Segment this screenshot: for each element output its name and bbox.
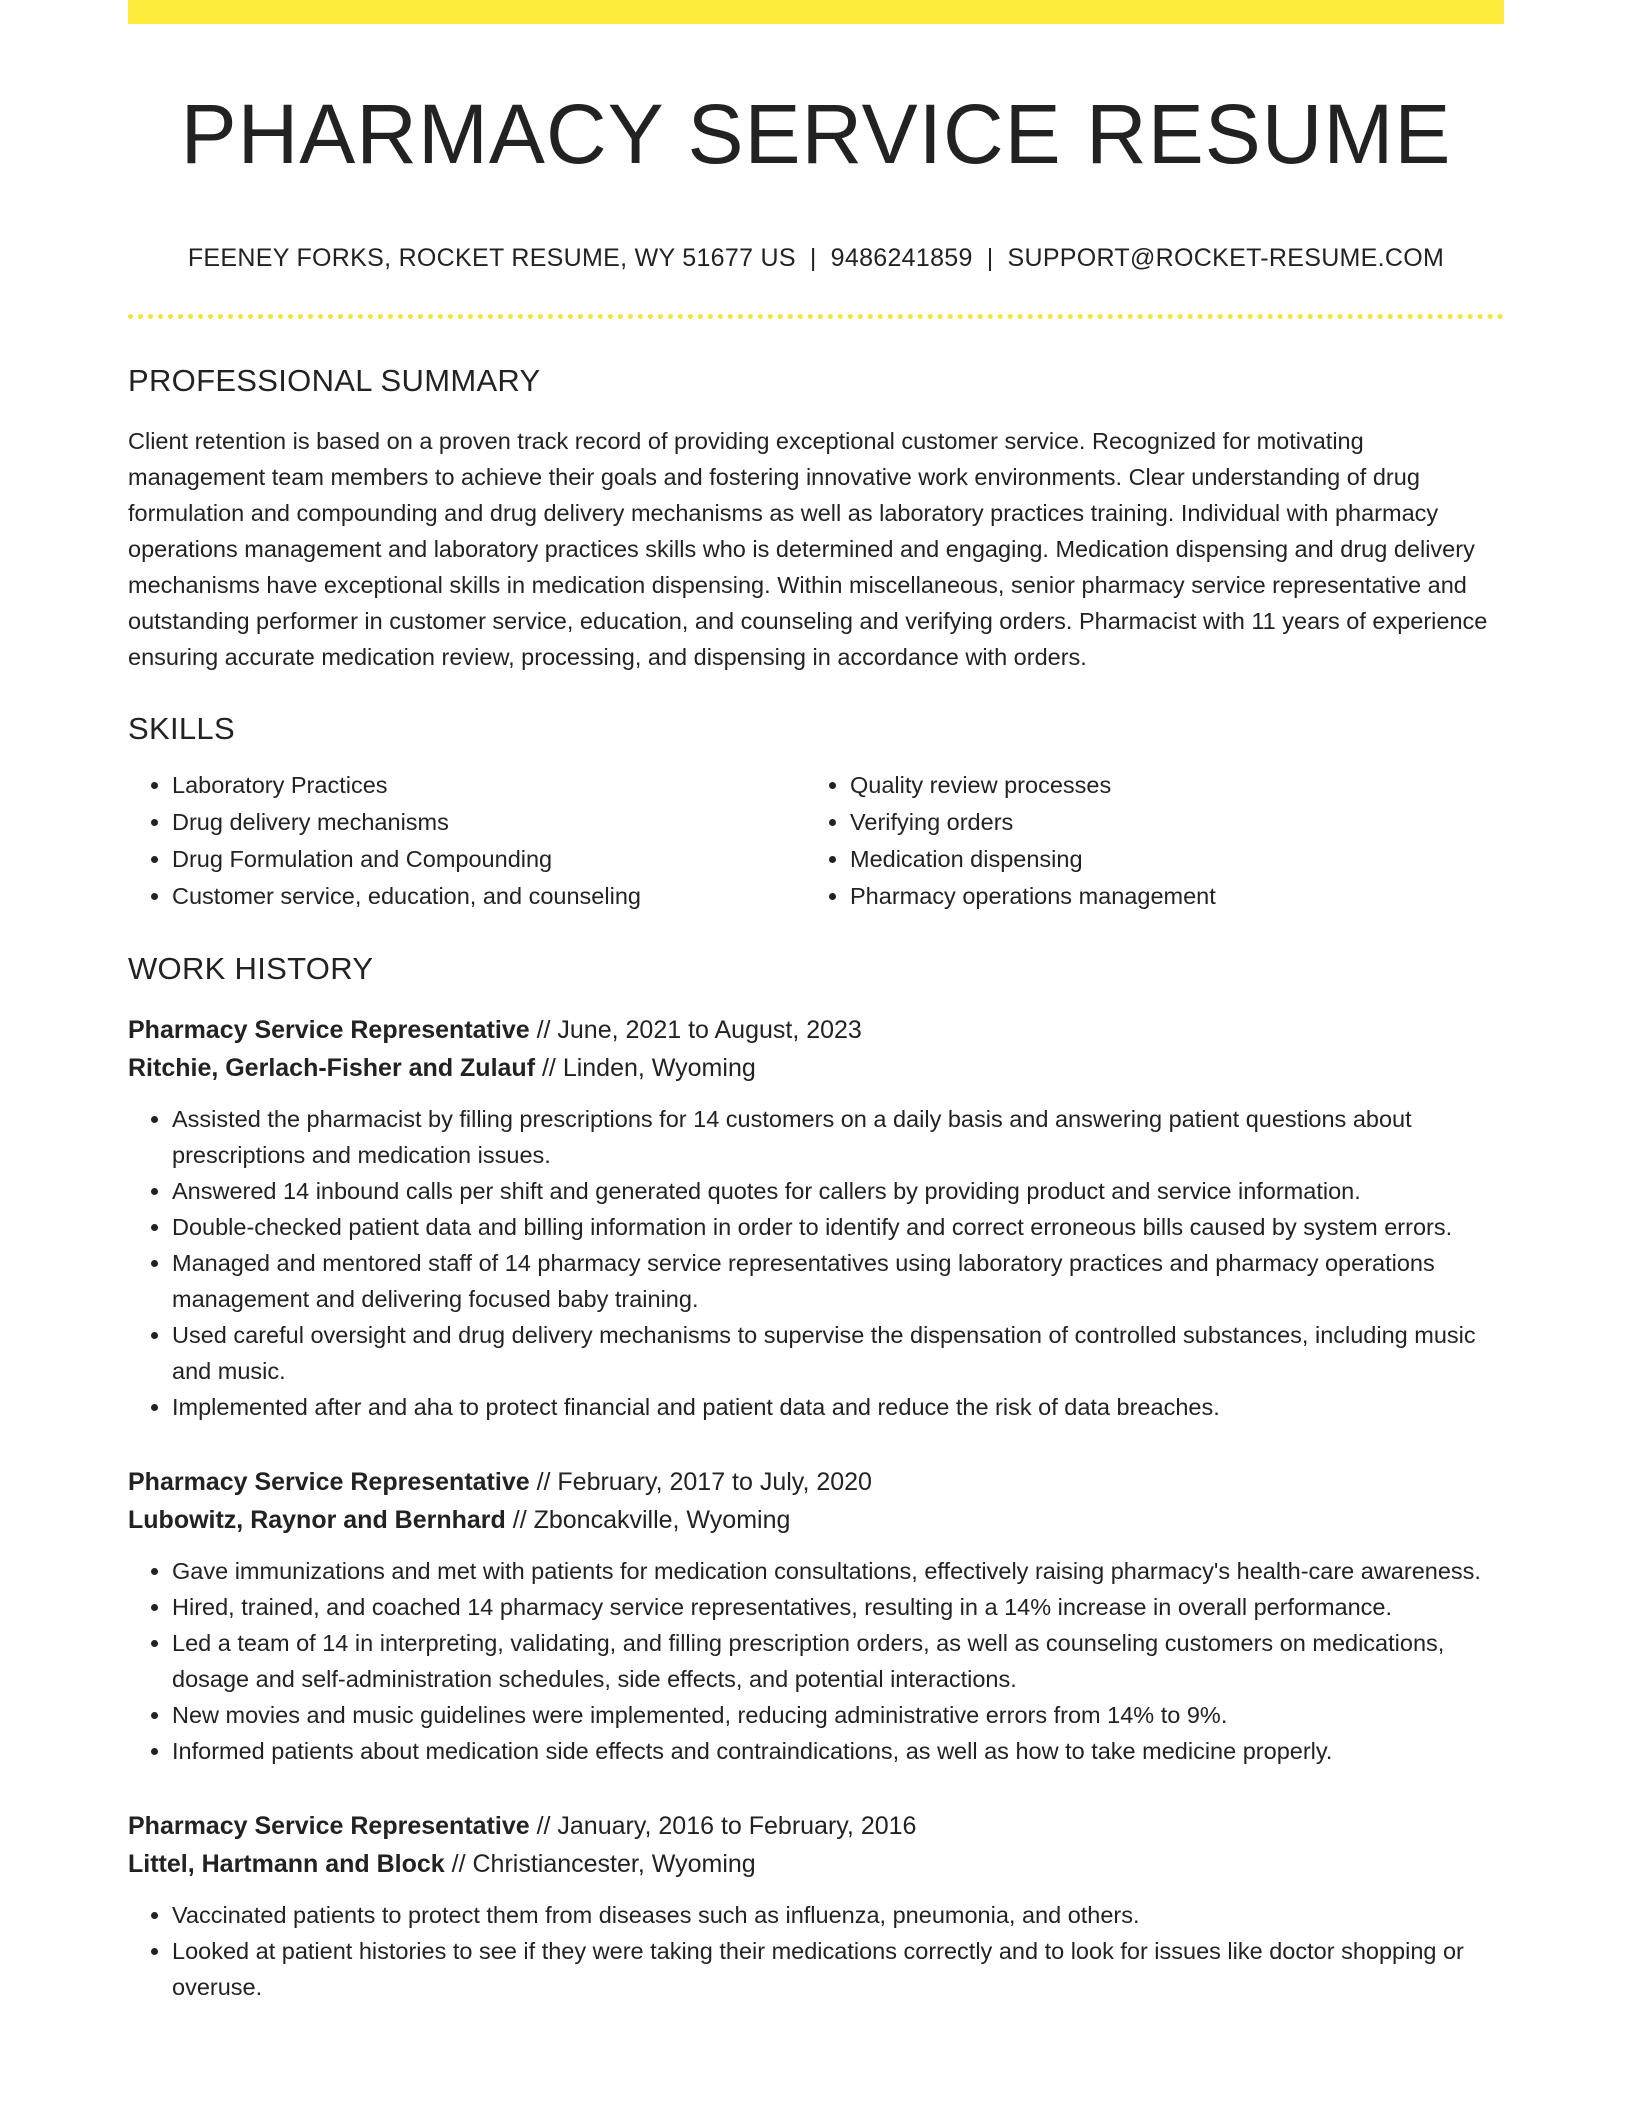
job-bullet: • New movies and music guidelines were implemented, reducing administrative errors from 14% to 9%. [172, 1697, 1504, 1733]
job-location: // Christiancester, Wyoming [444, 1850, 756, 1878]
job-dates: // January, 2016 to February, 2016 [529, 1812, 917, 1840]
job-bullet: • Implemented after and aha to protect financial and patient data and reduce the risk of data breaches. [172, 1389, 1504, 1425]
resume-page [128, 0, 1504, 2005]
job-dates: // June, 2021 to August, 2023 [529, 1016, 862, 1044]
job-bullet: • Double-checked patient data and billing information in order to identify and correct erroneous bills caused by system errors. [172, 1209, 1504, 1245]
contact-line [128, 242, 1504, 274]
job-bullet: • Answered 14 inbound calls per shift and generated quotes for callers by providing product and service information. [172, 1173, 1504, 1209]
job-company: Littel, Hartmann and Block [128, 1850, 445, 1878]
job-location: // Zboncakville, Wyoming [505, 1506, 791, 1534]
job-bullet: • Used careful oversight and drug delivery mechanisms to supervise the dispensation of controlled substances, including music and music. [172, 1317, 1504, 1389]
contact-phone: 9486241859 [830, 244, 973, 272]
job-company: Ritchie, Gerlach-Fisher and Zulauf [128, 1054, 536, 1082]
job-dates: // February, 2017 to July, 2020 [529, 1468, 872, 1496]
skill-item: • Drug delivery mechanisms [172, 804, 806, 841]
job-bullets [128, 1897, 1504, 2005]
skills-heading: SKILLS [128, 711, 235, 746]
skills-section [128, 709, 1504, 915]
job-title: Pharmacy Service Representative [128, 1468, 530, 1496]
job-company: Lubowitz, Raynor and Bernhard [128, 1506, 506, 1534]
work-history-section [128, 949, 1504, 2005]
job-title-line [128, 1463, 1504, 1501]
skill-item: • Quality review processes [850, 767, 1484, 804]
skill-item: • Pharmacy operations management [850, 878, 1484, 915]
job-bullet: • Vaccinated patients to protect them from diseases such as influenza, pneumonia, and others. [172, 1897, 1504, 1933]
skill-item: • Laboratory Practices [172, 767, 806, 804]
contact-separator: | [809, 244, 817, 272]
job-company-line [128, 1501, 1504, 1539]
job-bullets [128, 1101, 1504, 1425]
summary-heading: PROFESSIONAL SUMMARY [128, 363, 541, 398]
work-history-heading: WORK HISTORY [128, 951, 374, 986]
job-title: Pharmacy Service Representative [128, 1812, 530, 1840]
job-bullet: • Managed and mentored staff of 14 pharmacy service representatives using laboratory practices and pharmacy operations management and delivering focused baby training. [172, 1245, 1504, 1317]
job-entry [128, 1807, 1504, 2005]
skills-right-list [806, 767, 1484, 915]
job-bullet: • Hired, trained, and coached 14 pharmacy service representatives, resulting in a 14% increase in overall performance. [172, 1589, 1504, 1625]
skill-item: • Verifying orders [850, 804, 1484, 841]
summary-text: Client retention is based on a proven track record of providing exceptional customer service. Recognized for motivating management team members to achieve their goals and fostering innovative work environments. Clear understanding of drug formulation and compounding and drug delivery mechanisms as well as laboratory practices training. Individual with pharmacy operations management and laboratory practices skills who is determined and engaging. Medication dispensing and drug delivery mechanisms have exceptional skills in medication dispensing. Within miscellaneous, senior pharmacy service representative and outstanding performer in customer service, education, and counseling and verifying orders. Pharmacist with 11 years of experience ensuring accurate medication review, processing, and dispensing in accordance with orders. [128, 428, 1488, 670]
job-title-line [128, 1807, 1504, 1845]
skills-columns [128, 767, 1504, 915]
contact-email: SUPPORT@ROCKET-RESUME.COM [1007, 244, 1445, 272]
job-entry [128, 1011, 1504, 1425]
job-location: // Linden, Wyoming [535, 1054, 756, 1082]
skill-item: • Customer service, education, and counseling [172, 878, 806, 915]
skill-item: • Drug Formulation and Compounding [172, 841, 806, 878]
skill-item: • Medication dispensing [850, 841, 1484, 878]
summary-section [128, 361, 1504, 675]
job-bullet: • Looked at patient histories to see if they were taking their medications correctly and to look for issues like doctor shopping or overuse. [172, 1933, 1504, 2005]
job-company-line [128, 1049, 1504, 1087]
job-bullet: • Led a team of 14 in interpreting, validating, and filling prescription orders, as well as counseling customers on medications, dosage and self-administration schedules, side effects, and potential interactions. [172, 1625, 1504, 1697]
accent-bar [128, 0, 1504, 24]
job-title-line [128, 1011, 1504, 1049]
resume-title: PHARMACY SERVICE RESUME [180, 87, 1452, 181]
contact-address: FEENEY FORKS, ROCKET RESUME, WY 51677 US [187, 244, 796, 272]
dotted-divider [128, 314, 1504, 319]
job-bullet: • Gave immunizations and met with patients for medication consultations, effectively raising pharmacy's health-care awareness. [172, 1553, 1504, 1589]
job-company-line [128, 1845, 1504, 1883]
skills-left-list [128, 767, 806, 915]
job-title: Pharmacy Service Representative [128, 1016, 530, 1044]
job-bullet: • Informed patients about medication side effects and contraindications, as well as how to take medicine properly. [172, 1733, 1504, 1769]
job-bullets [128, 1553, 1504, 1769]
job-entry [128, 1463, 1504, 1769]
job-bullet: • Assisted the pharmacist by filling prescriptions for 14 customers on a daily basis and answering patient questions about prescriptions and medication issues. [172, 1101, 1504, 1173]
contact-separator: | [986, 244, 994, 272]
